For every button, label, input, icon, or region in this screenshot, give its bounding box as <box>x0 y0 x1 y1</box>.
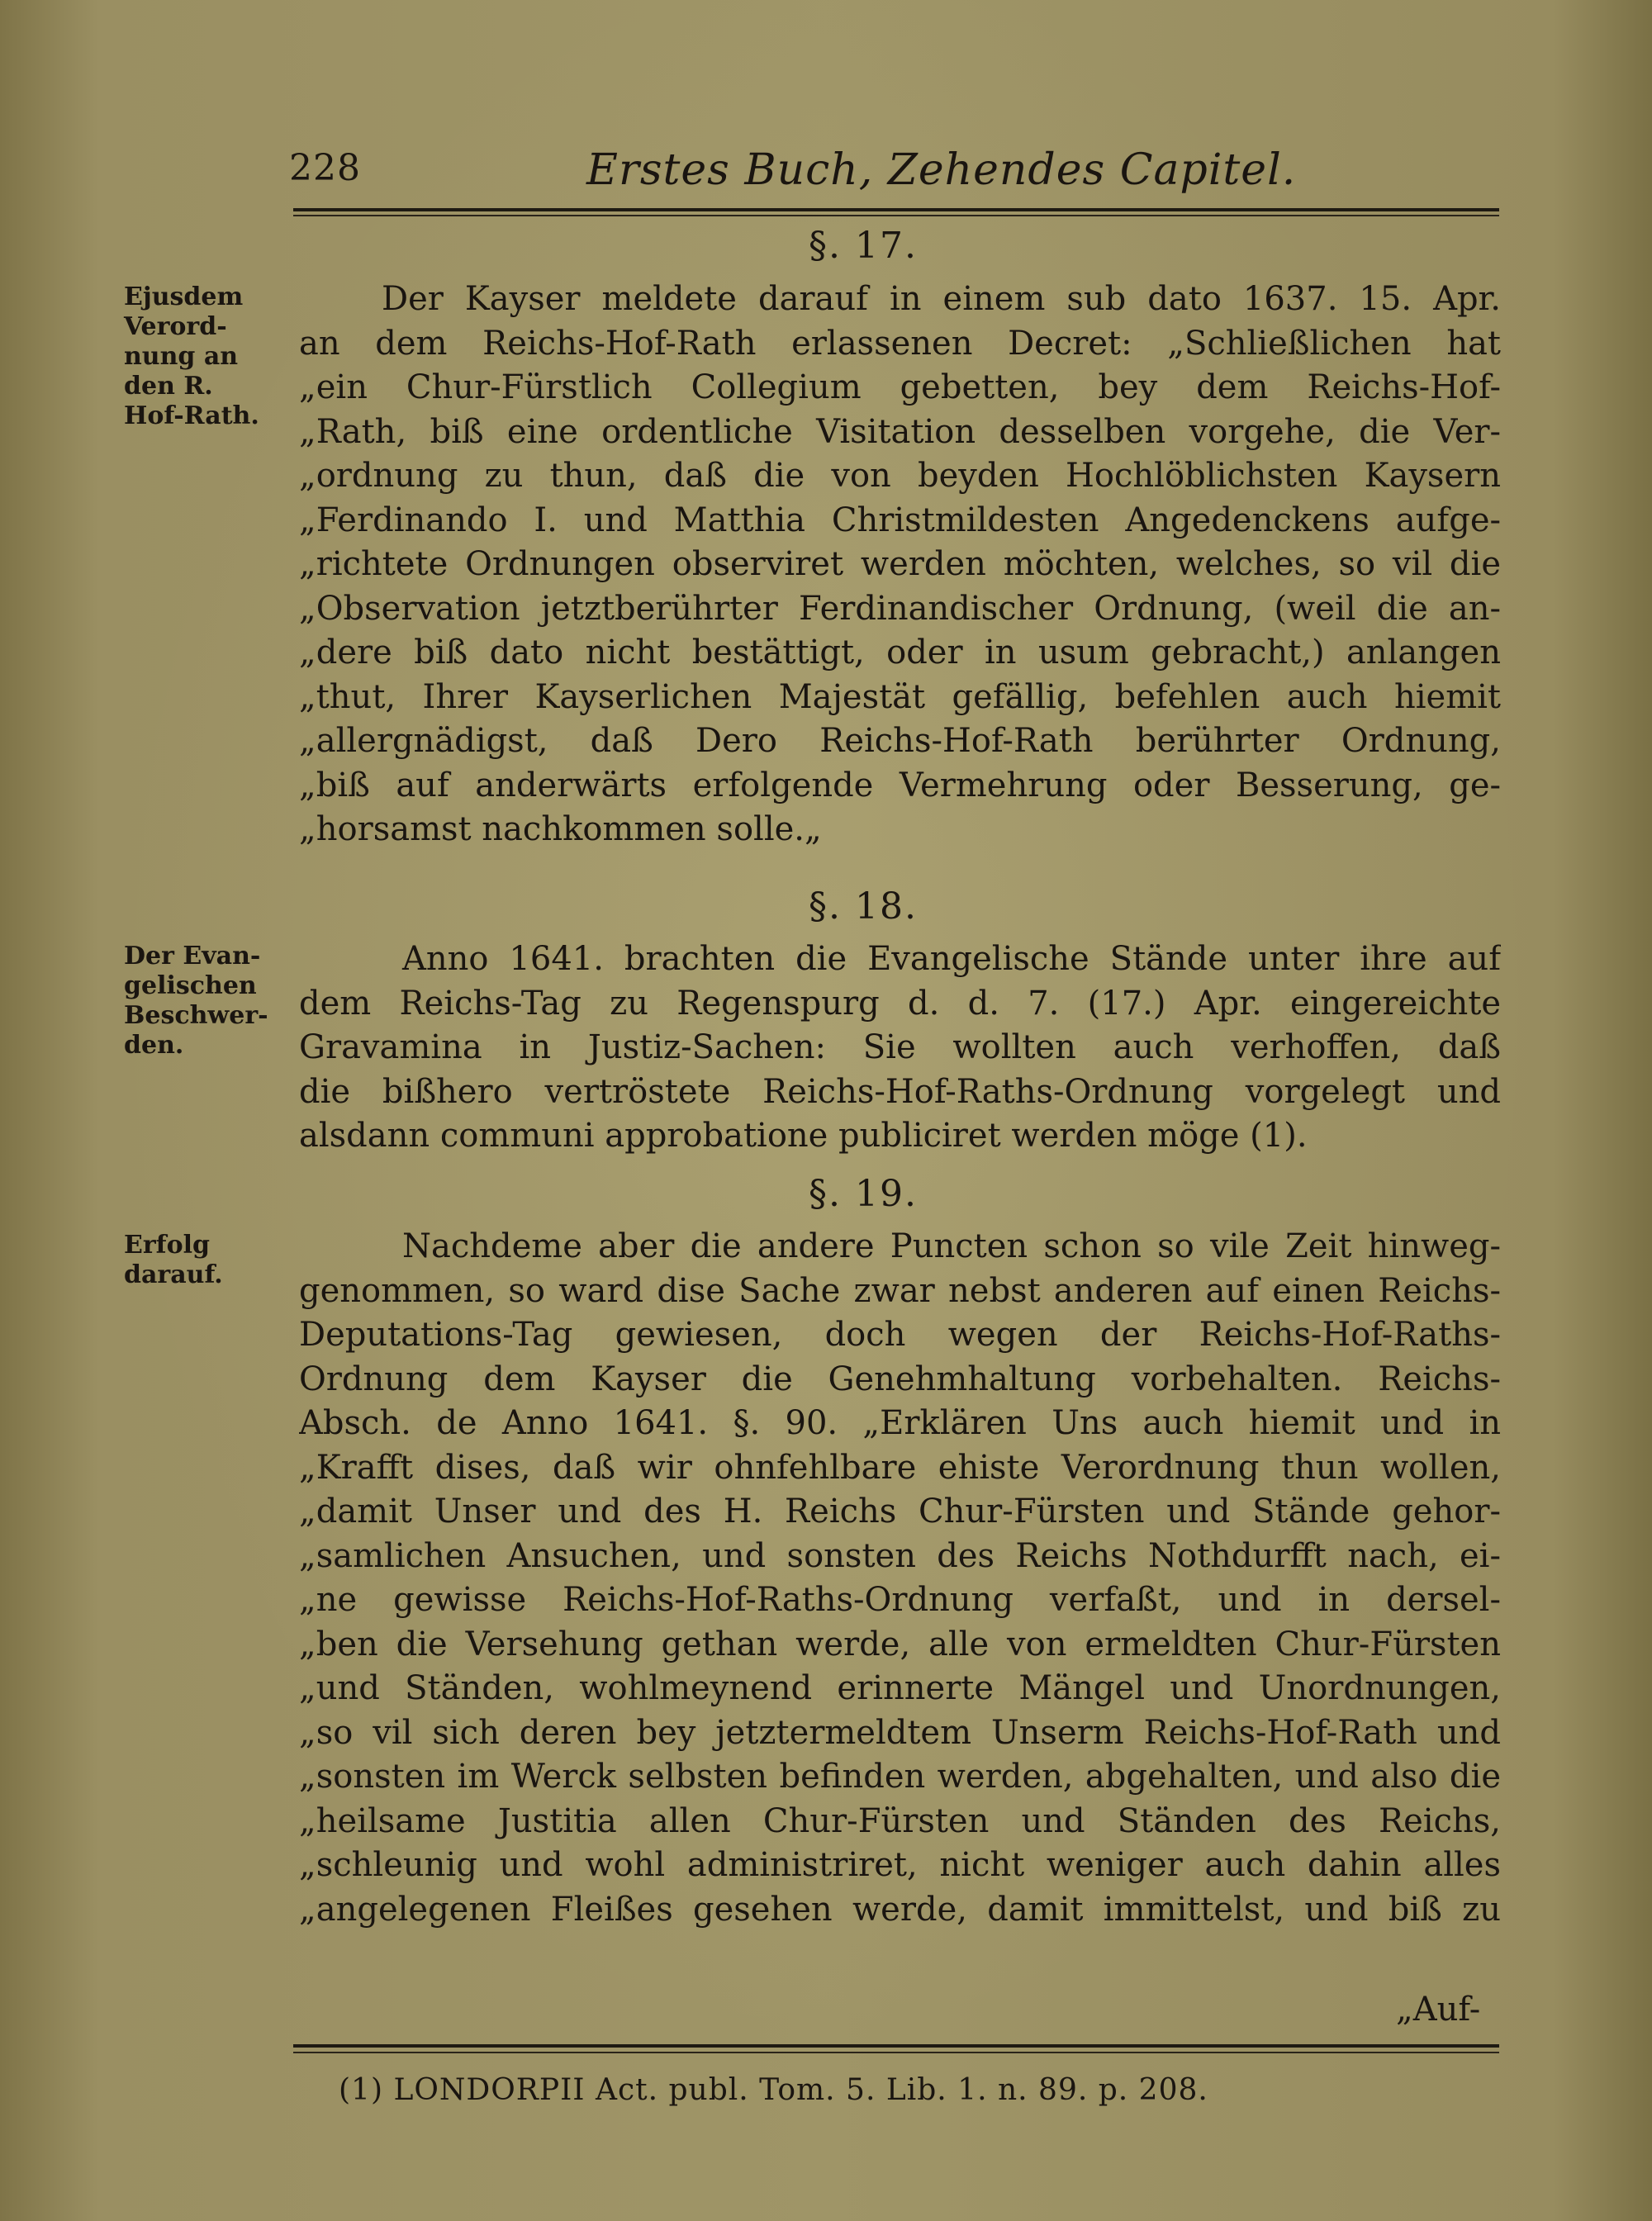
text-line: „so vil sich deren bey jetztermeldtem Unserm Reichs-Hof-Rath und <box>299 1713 1501 1752</box>
margin-note-19 <box>124 1231 301 1290</box>
text-line: „allergnädigst, daß Dero Reichs-Hof-Rath berührter Ordnung, <box>299 722 1501 760</box>
text-line: „damit Unser und des H. Reichs Chur-Fürsten und Stände gehor- <box>299 1493 1501 1530</box>
text-line: „sonsten im Werck selbsten befinden werden, abgehalten, und also die <box>299 1758 1501 1796</box>
margin-note-line: Der Evan- <box>124 942 261 971</box>
footnote: (1) LONDORPII Act. publ. Tom. 5. Lib. 1. n. 89. p. 208. <box>339 2073 1208 2107</box>
margin-note-line: nung an <box>124 342 239 371</box>
margin-note-line: Erfolg <box>124 1231 210 1260</box>
text-line: Anno 1641. brachten die Evangelische Stände unter ihre auf <box>402 940 1501 978</box>
paragraph-18 <box>299 937 1501 1159</box>
text-line: „Krafft dises, daß wir ohnfehlbare ehiste Verordnung thun wollen, <box>299 1448 1501 1487</box>
paragraph-19 <box>299 1225 1501 1932</box>
text-line: „ben die Versehung gethan werde, alle von ermeldten Chur-Fürsten <box>299 1625 1501 1663</box>
text-line: Der Kayser meldete darauf in einem sub dato 1637. 15. Apr. <box>382 280 1501 318</box>
text-line: Nachdeme aber die andere Puncten schon so vile Zeit hinweg- <box>402 1227 1501 1265</box>
paragraph-17 <box>299 278 1501 852</box>
text-line: „heilsame Justitia allen Chur-Fürsten und Ständen des Reichs, <box>299 1801 1501 1840</box>
text-line: Gravamina in Justiz-Sachen: Sie wollten auch verhoffen, daß <box>299 1028 1501 1066</box>
margin-note-line: den R. <box>124 372 213 401</box>
margin-note-line: Hof-Rath. <box>124 401 259 430</box>
running-title: Erstes Buch, Zehendes Capitel. <box>586 145 1297 195</box>
text-line: „ordnung zu thun, daß die von beyden Hochlöblichsten Kaysern <box>299 457 1501 495</box>
text-line: Ordnung dem Kayser die Genehmhaltung vorbehalten. Reichs- <box>299 1360 1501 1398</box>
text-line: dem Reichs-Tag zu Regenspurg d. d. 7. (17.) Apr. eingereichte <box>299 984 1501 1023</box>
text-line: „Ferdinando I. und Matthia Christmildesten Angedenckens aufge- <box>299 501 1501 539</box>
text-line: „horsamst nachkommen solle.„ <box>299 810 822 848</box>
text-line: „dere biß dato nicht bestättigt, oder in usum gebracht,) anlangen <box>299 634 1501 672</box>
section-mark-18: §. 18. <box>809 885 918 928</box>
text-line: alsdann communi approbatione publiciret werden möge (1). <box>299 1117 1308 1155</box>
text-line: „Observation jetztberührter Ferdinandischer Ordnung, (weil die an- <box>299 589 1501 628</box>
text-line: an dem Reichs-Hof-Rath erlassenen Decret: „Schließlichen hat <box>299 324 1501 363</box>
margin-note-line: Verord- <box>124 312 227 341</box>
text-line: „ein Chur-Fürstlich Collegium gebetten, bey dem Reichs-Hof- <box>299 368 1501 406</box>
text-line: „biß auf anderwärts erfolgende Vermehrung oder Besserung, ge- <box>299 766 1501 804</box>
text-line: „thut, Ihrer Kayserlichen Majestät gefällig, befehlen auch hiemit <box>299 677 1501 716</box>
section-mark-19: §. 19. <box>809 1173 918 1215</box>
margin-note-18 <box>124 942 301 1061</box>
footnote-rule-thin <box>293 2052 1499 2053</box>
text-line: „ne gewisse Reichs-Hof-Raths-Ordnung verfaßt, und in dersel- <box>299 1581 1501 1619</box>
text-line: Absch. de Anno 1641. §. 90. „Erklären Uns auch hiemit und in <box>299 1404 1501 1442</box>
text-line: die bißhero vertröstete Reichs-Hof-Raths-Ordnung vorgelegt und <box>299 1072 1501 1111</box>
page-header <box>289 139 1297 197</box>
text-line: „angelegenen Fleißes gesehen werde, damit immittelst, und biß zu <box>299 1890 1501 1929</box>
text-line: genommen, so ward dise Sache zwar nebst anderen auf einen Reichs- <box>299 1271 1501 1310</box>
text-line: „Rath, biß eine ordentliche Visitation desselben vorgehe, die Ver- <box>299 412 1501 451</box>
header-rule-thin <box>293 215 1499 216</box>
text-line: „schleunig und wohl administriret, nicht weniger auch dahin alles <box>299 1846 1501 1884</box>
catchword: „Auf- <box>1396 1991 1481 2029</box>
text-line: „samlichen Ansuchen, und sonsten des Reichs Nothdurfft nach, ei- <box>299 1536 1501 1575</box>
margin-note-17 <box>124 282 301 431</box>
margin-note-line: darauf. <box>124 1260 223 1289</box>
text-line: „richtete Ordnungen observiret werden möchten, welches, so vil die <box>299 545 1501 583</box>
text-line: „und Ständen, wohlmeynend erinnerte Mängel und Unordnungen, <box>299 1669 1501 1707</box>
margin-note-line: den. <box>124 1031 184 1060</box>
footnote-rule <box>293 2044 1499 2048</box>
margin-note-line: gelischen <box>124 971 257 1000</box>
margin-note-line: Beschwer- <box>124 1001 268 1030</box>
section-mark-17: §. 17. <box>809 225 918 267</box>
text-line: Deputations-Tag gewiesen, doch wegen der Reichs-Hof-Raths- <box>299 1316 1501 1354</box>
header-rule <box>293 208 1499 211</box>
page-number: 228 <box>289 147 361 189</box>
margin-note-line: Ejusdem <box>124 282 244 311</box>
